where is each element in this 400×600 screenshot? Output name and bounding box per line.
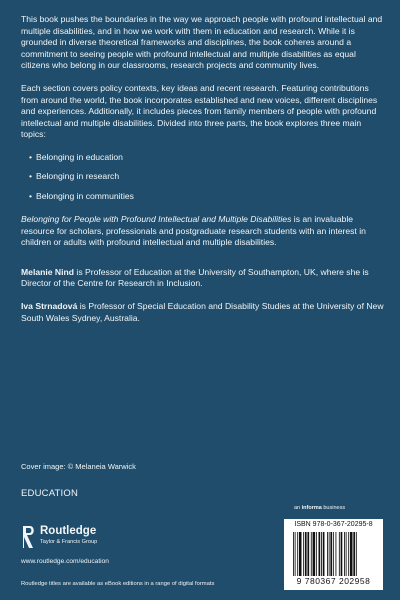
list-item: • Belonging in research — [29, 171, 120, 182]
author-name: Iva Strnadová — [21, 300, 78, 311]
bullet-icon: • — [29, 190, 33, 201]
routledge-logo — [21, 524, 161, 554]
author-name: Melanie Nind — [21, 266, 75, 277]
description-paragraph-3: Belonging for People with Profound Intellectual and Multiple Disabilities is an invaluable resource for scholars, professionals and postgraduate research students with an interest in children or adults with profound intellectual and multiple disabilities. — [21, 213, 366, 248]
barcode-digits: 9 780367 202958 — [296, 576, 371, 586]
category-label: EDUCATION — [21, 488, 79, 499]
description-paragraph-1: This book pushes the boundaries in the way we approach people with profound intellectual and multiple disabilities, and in how we work with them in education and research. While it is grounded in diverse theoretical frameworks and disciplines, the book coheres around a commitment to seeing people with profound intellectual and multiple disabilities as equal citizens who belong in our classrooms, research projects and community lives. — [21, 14, 383, 71]
isbn-label: ISBN 978-0-367-20295-8 — [294, 521, 373, 528]
publisher-url[interactable]: www.routledge.com/education — [21, 558, 109, 565]
bullet-icon: • — [29, 171, 33, 182]
publisher-name: Routledge — [40, 525, 97, 537]
author-bio-2: Iva Strnadová is Professor of Special Education and Disability Studies at the University of New South Wales Sydney, Australia. — [21, 300, 384, 323]
barcode — [284, 519, 383, 590]
informa-tagline: an informa business — [294, 505, 346, 511]
publisher-group: Taylor & Francis Group — [40, 539, 98, 545]
ebook-note: Routledge titles are available as eBook editions in a range of digital formats — [21, 581, 215, 587]
back-cover-text — [21, 14, 385, 335]
cover-credit: Cover image: © Melaneia Warwick — [21, 462, 136, 471]
description-paragraph-2: Each section covers policy contexts, key ideas and recent research. Featuring contributions from around the world, the book incorporates established and new voices, different disciplines and experiences. Additionally, it includes pieces from family members of people with profound intellectual and multiple disabilities. Divided into three parts, the book explores three main topics: — [21, 82, 378, 140]
routledge-r-icon — [21, 525, 36, 549]
list-item: • Belonging in education — [29, 151, 123, 162]
author-bio-1: Melanie Nind is Professor of Education at the University of Southampton, UK, where she is Director of the Centre for Research in Inclusion. — [21, 266, 369, 289]
topics-list — [21, 152, 385, 202]
bullet-icon: • — [29, 151, 33, 162]
book-title: Belonging for People with Profound Intellectual and Multiple Disabilities — [21, 213, 292, 224]
list-item: • Belonging in communities — [29, 190, 134, 201]
barcode-bars-icon — [293, 532, 374, 576]
